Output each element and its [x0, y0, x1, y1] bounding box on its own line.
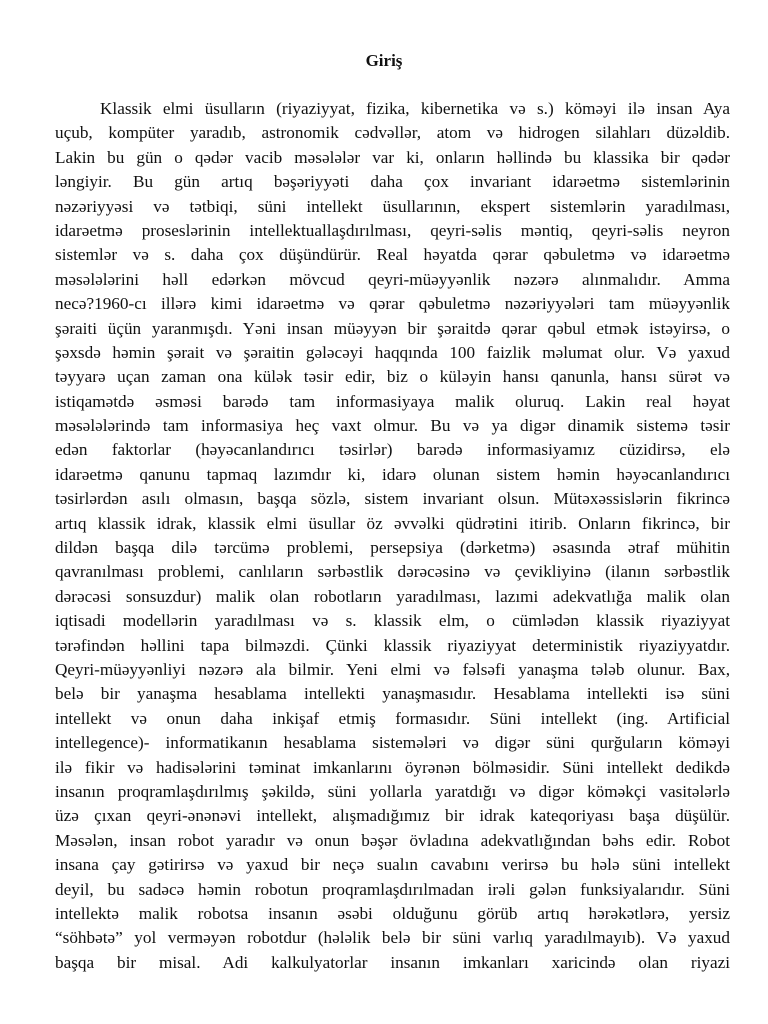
body-paragraph [55, 97, 730, 975]
text-line: Məsələn, insan robot yaradır və onun bəşər övladına adekvatlığından bəhs edir. Robot [55, 830, 730, 850]
text-line: başqa bir misal. Adi kalkulyatorlar insanın imkanları xaricində olan riyazi [55, 952, 730, 972]
text-line: təyyarə uçan zaman ona külək təsir edir, biz o küləyin hansı qanunla, hansı sürət və [55, 367, 730, 387]
text-line: idarəetmə proseslərinin intellektuallaşdırılması, qeyri-səlis məntiq, qeyri-səlis neyron [55, 220, 730, 240]
text-line: intellekt və onun daha inkişaf etmiş formasıdır. Süni intellekt (ing. Artificial [55, 708, 730, 728]
text-line: ilə fikir və hadisələrini təminat imkanlarını öyrənən bölməsidir. Süni intellekt dedikdə [55, 757, 730, 777]
page-title: Giriş [365, 51, 403, 70]
text-line: idarəetmə qanunu tapmaq lazımdır ki, idarə olunan sistem həmin həyəcanlandırıcı [55, 464, 730, 484]
text-line: uçub, kompüter yaradıb, astronomik cədvəllər, atom və hidrogen silahları düzəldib. [55, 123, 730, 143]
text-line: məsələlərini həll edərkən mövcud qeyri-müəyyənlik nəzərə alınmalıdır. Amma [55, 269, 730, 289]
text-line: sistemlər və s. daha çox düşündürür. Real həyatda qərar qəbuletmə və idarəetmə [55, 245, 730, 265]
text-line: deyil, bu sadəcə həmin robotun proqramlaşdırılmadan irəli gələn funksiyalarıdır. Süni [55, 879, 730, 899]
text-line: intellektə malik robotsa insanın əsəbi olduğunu görüb artıq hərəkətlərə, yersiz [55, 903, 730, 923]
text-line: Lakin bu gün o qədər vacib məsələlər var ki, onların həllində bu klassika bir qədər [55, 147, 730, 167]
text-line: məsələlərində tam informasiya heç vaxt olmur. Bu və ya digər dinamik sistemə təsir [55, 416, 730, 436]
text-line: ləngiyir. Bu gün artıq bəşəriyyəti daha çox invariant idarəetmə sistemlərinin [55, 172, 730, 192]
text-line: dildən başqa dilə tərcümə problemi, persepsiya (dərketmə) əsasında ətraf mühitin [55, 538, 730, 558]
text-line: tərəfindən həllini tapa bilməzdi. Çünki klassik riyaziyyat deterministik riyaziyyatdır. [55, 635, 730, 655]
text-line: qavranılması problemi, canlıların sərbəstlik dərəcəsinə və çevikliyinə (ilanın sərbəstlik [55, 562, 730, 582]
text-line: necə?1960-cı illərə kimi idarəetmə və qərar qəbuletmə nəzəriyyələri tam müəyyənlik [55, 294, 730, 314]
text-line: Qeyri-müəyyənliyi nəzərə ala bilmir. Yeni elmi və fəlsəfi yanaşma tələb olunur. Bax, [55, 659, 730, 679]
text-line: şəxsdə həmin şərait və şəraitin gələcəyi haqqında 100 faizlik məlumat olur. Və yaxud [55, 342, 730, 362]
text-line: dərəcəsi sonsuzdur) malik olan robotların yaradılması, lazımi adekvatlığa malik olan [55, 586, 730, 606]
text-line: nəzəriyyəsi və tətbiqi, süni intellekt üsullarının, ekspert sistemlərin yaradılması, [55, 196, 730, 216]
text-line: istiqamətdə əsməsi barədə tam informasiyaya malik oluruq. Lakin real həyat [55, 391, 730, 411]
text-line: insanın proqramlaşdırılmış şəkildə, süni yollarla yaratdığı və digər köməkçi vasitələrlə [55, 781, 730, 801]
text-line: belə bir yanaşma hesablama intellekti yanaşmasıdır. Hesablama intellekti isə süni [55, 684, 730, 704]
text-line: “söhbətə” yol verməyən robotdur (hələlik belə bir süni varlıq yaradılmayıb). Və yaxud [55, 928, 730, 948]
text-line: Klassik elmi üsulların (riyaziyyat, fizika, kibernetika və s.) köməyi ilə insan Aya [100, 99, 730, 118]
text-line: artıq klassik idrak, klassik elmi üsullar öz əvvəlki qüdrətini itirib. Onların fikrincə, bir [55, 513, 730, 533]
text-line: intellegence)- informatikanın hesablama sistemələri və digər süni qurğuların köməyi [55, 733, 730, 753]
text-line: şəraiti üçün yaranmışdı. Yəni insan müəyyən bir şəraitdə qərar qəbul etmək istəyirsə, o [55, 318, 730, 338]
text-line: edən faktorlar (həyəcanlandırıcı təsirlər) barədə informasiyamız cüzidirsə, elə [55, 440, 730, 460]
text-line: insana çay gətirirsə və yaxud bir neçə sualın cavabını verirsə bu hələ süni intellekt [55, 855, 730, 875]
text-line: iqtisadi modellərin yaradılması və s. klassik elm, o cümlədən klassik riyaziyyat [55, 611, 730, 631]
text-line: təsirlərdən asılı olmasın, başqa sözlə, sistem invariant olsun. Mütəxəssislərin fikrincə [55, 489, 730, 509]
text-line: üzə çıxan qeyri-ənənəvi intellekt, alışmadığımız bir idrak kateqoriyası başa düşülür. [55, 806, 730, 826]
